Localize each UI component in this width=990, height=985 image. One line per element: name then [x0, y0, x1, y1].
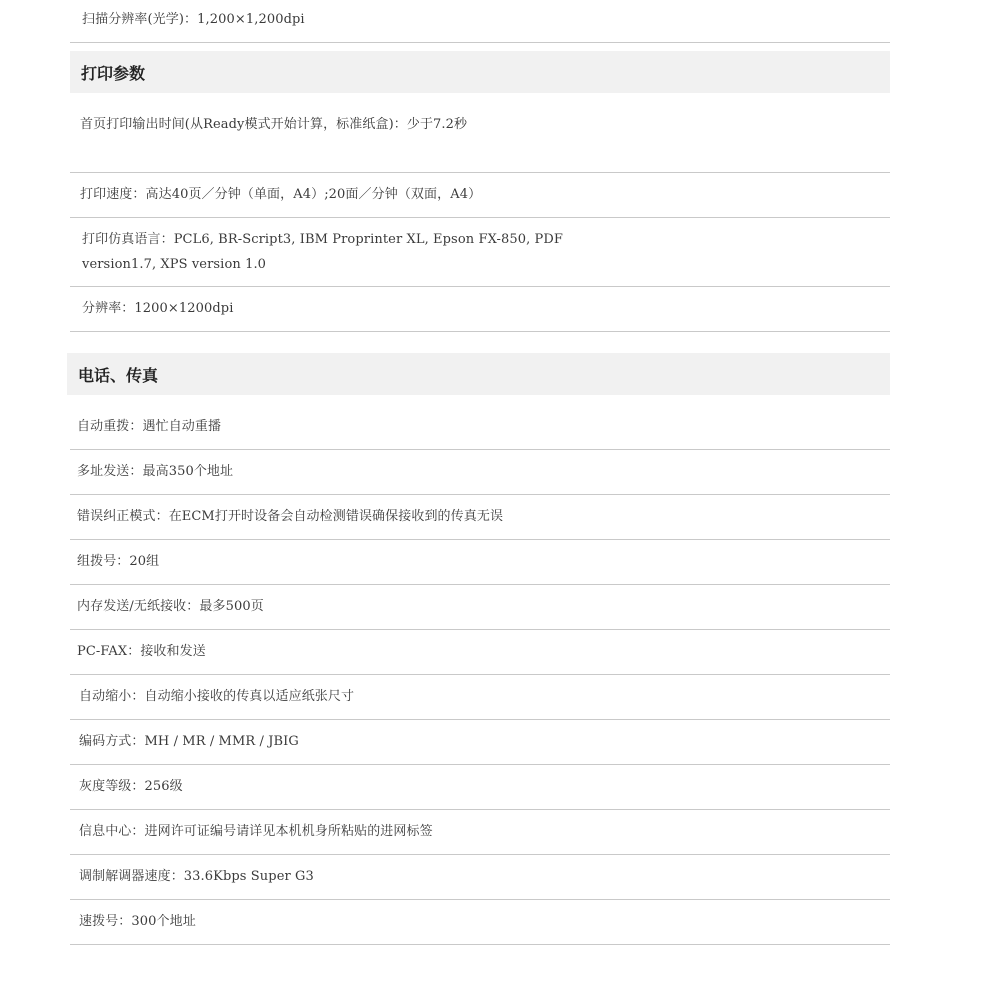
spec-text: 错误纠正模式：在ECM打开时设备会自动检测错误确保接收到的传真无误 [77, 509, 504, 524]
spec-row-coding [70, 720, 890, 765]
spec-row-scan-resolution [70, 0, 890, 43]
spec-row-print-speed [70, 173, 890, 218]
spec-row-ecm [70, 495, 890, 540]
spec-row-speed-dial [70, 900, 890, 945]
spec-text: 打印速度：高达40页／分钟（单面，A4）;20面／分钟（双面，A4） [80, 187, 482, 202]
spec-row-emulation [70, 218, 890, 287]
spec-text: 速拨号：300个地址 [79, 914, 196, 929]
spec-row-auto-redial [70, 405, 890, 450]
section-heading-print [70, 51, 890, 93]
spec-text: 信息中心：进网许可证编号请详见本机机身所粘贴的进网标签 [79, 824, 433, 839]
spec-row-grayscale [70, 765, 890, 810]
spec-text: 多址发送：最高350个地址 [77, 464, 234, 479]
spec-text: 自动重拨：遇忙自动重播 [77, 419, 222, 434]
spec-row-broadcast [70, 450, 890, 495]
spec-row-print-resolution [70, 287, 890, 332]
spec-text: 扫描分辨率(光学)：1,200×1,200dpi [82, 12, 305, 27]
spec-text: PC-FAX：接收和发送 [77, 644, 206, 659]
spec-text: 调制解调器速度：33.6Kbps Super G3 [79, 869, 314, 884]
spec-row-auto-reduction [70, 675, 890, 720]
section-heading-fax [67, 353, 890, 395]
section-title: 电话、传真 [78, 366, 159, 385]
spec-text: 灰度等级：256级 [79, 779, 183, 794]
spec-row-pc-fax [70, 630, 890, 675]
spec-text-line-1: 打印仿真语言：PCL6, BR-Script3, IBM Proprinter XL, Epson FX-850, PDF [82, 232, 564, 247]
spec-text: 内存发送/无纸接收：最多500页 [77, 599, 264, 614]
spec-text: 自动缩小：自动缩小接收的传真以适应纸张尺寸 [79, 689, 355, 704]
section-title: 打印参数 [81, 64, 146, 83]
spec-row-info-center [70, 810, 890, 855]
spec-text: 组拨号：20组 [77, 554, 160, 569]
spec-row-modem-speed [70, 855, 890, 900]
spec-text: 首页打印输出时间(从Ready模式开始计算，标准纸盒)：少于7.2秒 [80, 117, 468, 132]
spec-text: 分辨率：1200×1200dpi [82, 301, 234, 316]
spec-row-group-dial [70, 540, 890, 585]
spec-text-line-2: version1.7, XPS version 1.0 [82, 257, 267, 272]
spec-row-first-print-time [70, 93, 890, 173]
spec-text: 编码方式：MH / MR / MMR / JBIG [79, 734, 299, 749]
spec-row-memory-tx [70, 585, 890, 630]
